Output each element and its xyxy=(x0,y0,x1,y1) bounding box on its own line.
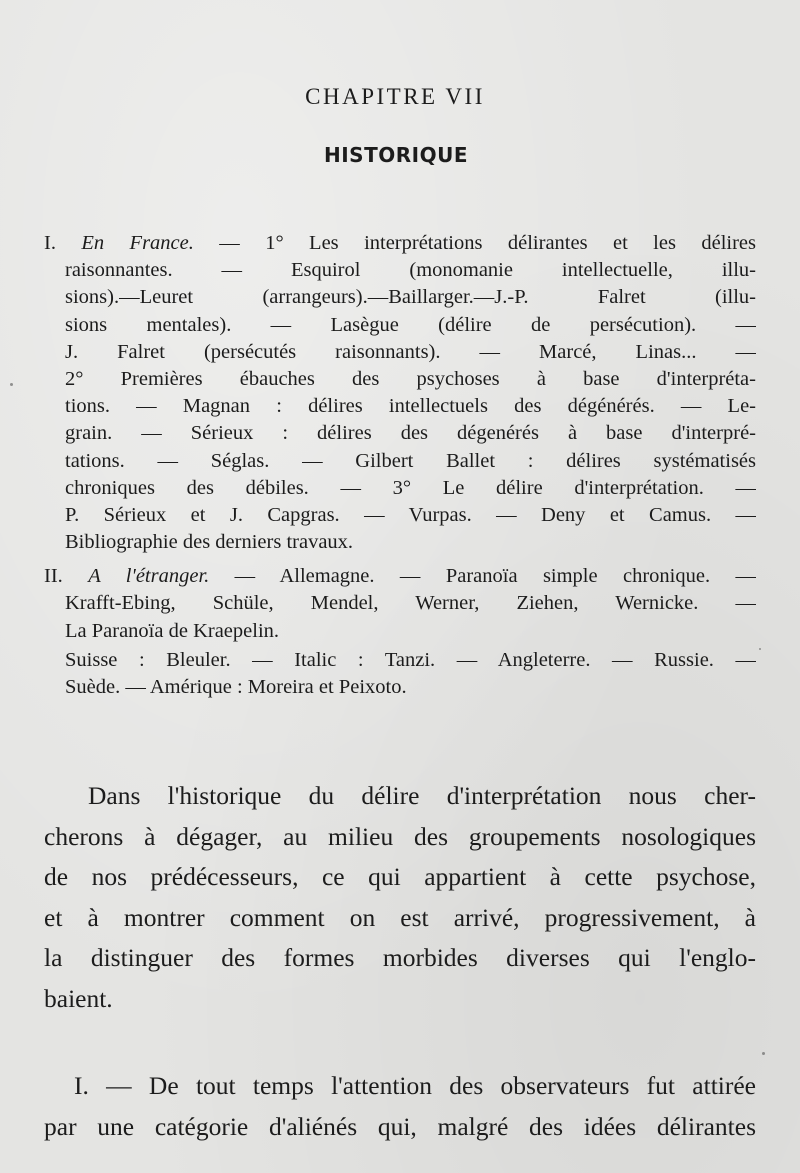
summary-line: Krafft-Ebing, Schüle, Mendel, Werner, Ziehen, Wernicke. — xyxy=(65,592,756,615)
summary-line: sions).—Leuret (arrangeurs).—Baillarger.—J.-P. Falret (illu- xyxy=(65,286,756,309)
chapter-heading: CHAPITRE VII xyxy=(305,84,485,109)
summary-line: grain. — Sérieux : délires des dégenérés à base d'interpré- xyxy=(65,422,756,445)
paragraph-line: et à montrer comment on est arrivé, progressivement, à xyxy=(44,902,756,932)
paper-speck xyxy=(762,1052,765,1055)
summary-line: raisonnantes. — Esquirol (monomanie intellectuelle, illu- xyxy=(65,259,756,282)
summary-line: Suisse : Bleuler. — Italic : Tanzi. — Angleterre. — Russie. — xyxy=(65,648,756,671)
summary-line: tions. — Magnan : délires intellectuels des dégénérés. — Le- xyxy=(65,395,756,418)
paper-speck xyxy=(10,383,13,386)
summary-line: Suède. — Amérique : Moreira et Peixoto. xyxy=(65,676,407,698)
summary-line: La Paranoïa de Kraepelin. xyxy=(65,619,280,642)
paragraph-line: par une catégorie d'aliénés qui, malgré des idées délirantes xyxy=(44,1111,756,1141)
summary-line: I. En France. — 1° Les interprétations délirantes et les délires xyxy=(44,232,756,254)
paragraph-line: I. — De tout temps l'attention des observateurs fut attirée xyxy=(74,1071,756,1100)
paragraph-line: cherons à dégager, au milieu des groupements nosologiques xyxy=(44,821,756,851)
summary-line: sions mentales). — Lasègue (délire de persécution). — xyxy=(65,313,756,336)
summary-line: 2° Premières ébauches des psychoses à base d'interpréta- xyxy=(65,367,756,390)
section-title: HISTORIQUE xyxy=(324,143,468,167)
summary-line: J. Falret (persécutés raisonnants). — Marcé, Linas... — xyxy=(65,340,756,363)
paragraph-line: baient. xyxy=(44,983,113,1013)
paper-speck xyxy=(759,648,761,650)
paragraph-line: de nos prédécesseurs, ce qui appartient à cette psychose, xyxy=(44,862,756,891)
paragraph-line: la distinguer des formes morbides diverses qui l'englo- xyxy=(44,943,756,972)
summary-line: P. Sérieux et J. Capgras. — Vurpas. — Deny et Camus. — xyxy=(65,503,756,526)
summary-line: II. A l'étranger. — Allemagne. — Paranoïa simple chronique. — xyxy=(44,565,756,588)
chapter-summary xyxy=(44,230,756,701)
summary-line: tations. — Séglas. — Gilbert Ballet : délires systématisés xyxy=(65,449,756,472)
body-text xyxy=(44,776,756,1147)
paragraph-line: Dans l'historique du délire d'interprétation nous cher- xyxy=(88,781,756,810)
summary-line: chroniques des débiles. — 3° Le délire d'interprétation. — xyxy=(65,476,756,499)
summary-line: Bibliographie des derniers travaux. xyxy=(65,531,354,554)
